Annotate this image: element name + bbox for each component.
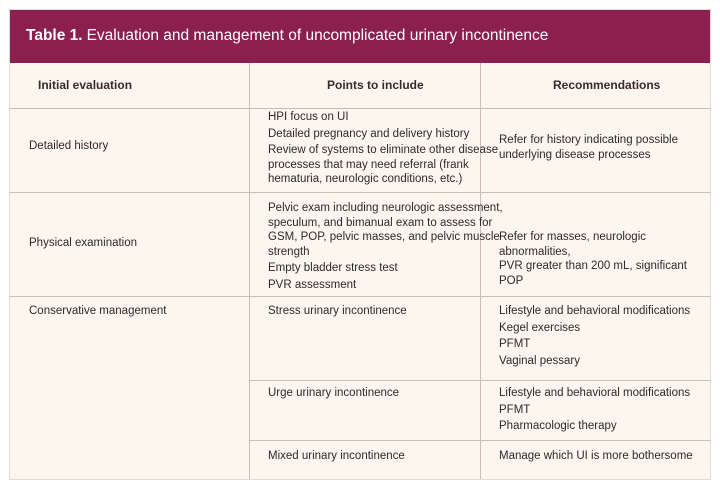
table-subrow-recommendations [499,304,690,368]
column-divider [249,63,250,479]
recommendation-line: PFMT [499,338,531,350]
table-caption: Evaluation and management of uncomplicated urinary incontinence [86,27,549,44]
table-subrow-point: Urge urinary incontinence [268,387,400,399]
recommendation-line: Refer for history indicating possible [499,134,678,146]
recommendation-line: Refer for masses, neurologic abnormalities, [499,231,647,258]
table-row-points [268,201,503,292]
table-row-evaluation: Physical examination [29,237,138,249]
table-row-recommendations [499,133,678,162]
row-divider [250,440,710,441]
point-line: hematuria, neurologic conditions, etc.) [268,173,463,185]
point-line: Detailed pregnancy and delivery history [268,127,470,140]
header-initial-evaluation: Initial evaluation [38,78,133,92]
recommendation-line: PVR greater than 200 mL, significant POP [499,260,687,287]
table-title [26,27,548,45]
point-line: Review of systems to eliminate other disease [268,144,499,156]
point-line: PVR assessment [268,278,357,291]
point-line: Pelvic exam including neurologic assessment, [268,202,503,214]
header-recommendations: Recommendations [553,78,661,92]
recommendation-line: underlying disease processes [499,148,651,161]
table-title-bar [10,10,710,63]
point-line: HPI focus on UI [268,111,349,123]
point-line: GSM, POP, pelvic masses, and pelvic muscle [268,231,500,243]
recommendation-line: Kegel exercises [499,321,581,334]
point-line: strength [268,245,310,258]
row-divider [10,296,710,297]
table-row-evaluation: Conservative management [29,305,167,317]
table-row-recommendations [499,230,710,288]
point-line: Empty bladder stress test [268,262,398,274]
recommendation-line: Manage which UI is more bothersome [499,450,693,462]
recommendation-line: Pharmacologic therapy [499,420,617,432]
table-frame [9,9,711,480]
recommendation-line: Lifestyle and behavioral modifications [499,387,691,399]
table-number: Table 1. [26,27,83,44]
recommendation-line: PFMT [499,403,531,416]
table-subrow-point: Mixed urinary incontinence [268,450,405,462]
table-subrow-recommendations [499,386,690,434]
header-points-to-include: Points to include [327,78,424,92]
row-divider [250,380,710,381]
point-line: speculum, and bimanual exam to assess for [268,216,493,229]
row-divider [10,192,710,193]
header-row [10,63,710,109]
table-row-evaluation: Detailed history [29,140,109,152]
table-subrow-point: Stress urinary incontinence [268,305,407,317]
table-row-points [268,110,498,187]
point-line: processes that may need referral (frank [268,158,469,171]
recommendation-line: Lifestyle and behavioral modifications [499,305,691,317]
table-subrow-recommendations [499,449,693,464]
recommendation-line: Vaginal pessary [499,354,580,367]
